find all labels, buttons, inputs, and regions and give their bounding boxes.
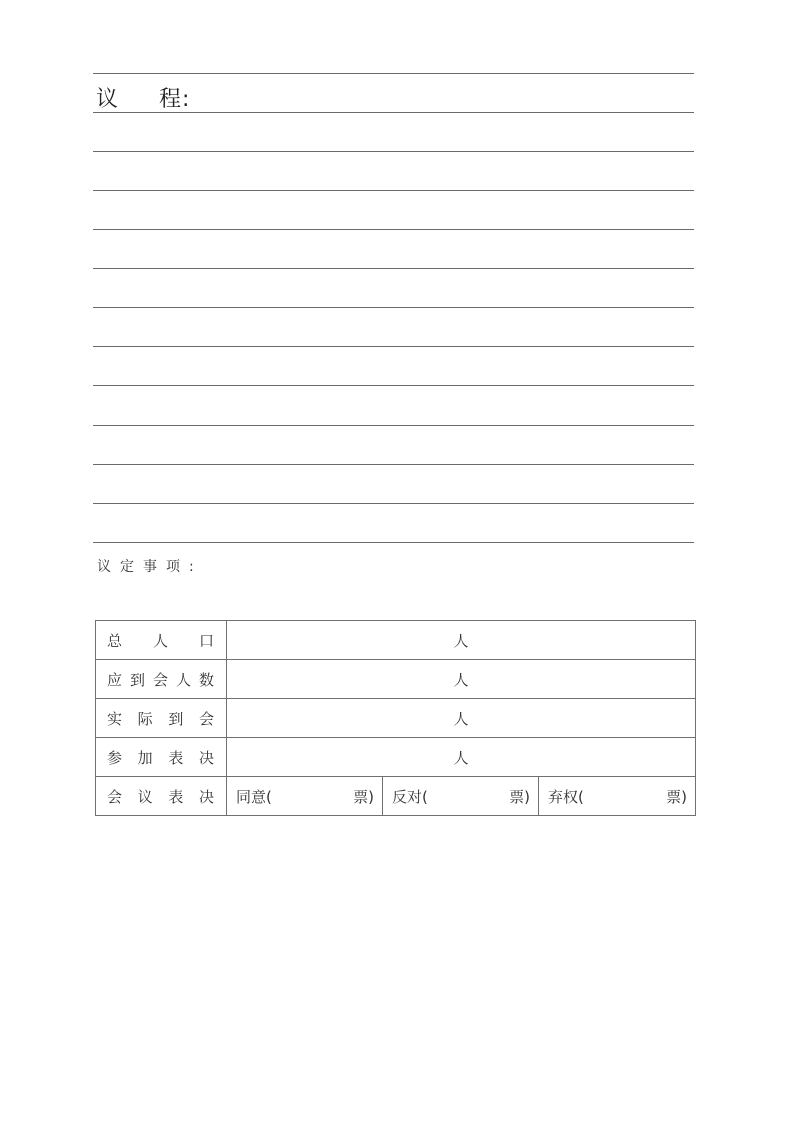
agenda-heading-right: 程: [159,87,191,112]
actual-attendance-value [227,699,696,738]
agenda-line [93,346,694,347]
unit-label: 人 [453,748,469,767]
agenda-line [93,112,694,113]
total-population-value [227,621,696,660]
agree-label: 同意( [236,787,272,806]
meeting-vote-label: 会议表决 [96,777,227,816]
voting-participants-value [227,738,696,777]
agenda-line [93,542,694,543]
agenda-line [93,73,694,74]
unit-label: 人 [453,709,469,728]
abstain-label: 弃权( [548,787,584,806]
against-label: 反对( [392,787,428,806]
votes-suffix: 票) [666,787,688,806]
expected-attendance-value [227,660,696,699]
abstain-votes-cell [539,777,696,816]
table-row [96,777,696,816]
agenda-line [93,268,694,269]
expected-attendance-label: 应到会人数 [96,660,227,699]
agenda-line [93,307,694,308]
agenda-line [93,425,694,426]
table-row [96,738,696,777]
agenda-heading-left: 议 [96,87,120,112]
agenda-line [93,229,694,230]
agenda-line [93,503,694,504]
agree-votes-cell [227,777,383,816]
table-row [96,621,696,660]
table-row [96,699,696,738]
resolution-label: 议定事项: [97,559,203,575]
agenda-line [93,385,694,386]
agenda-line [93,464,694,465]
actual-attendance-label: 实际到会 [96,699,227,738]
total-population-label: 总人口 [96,621,227,660]
unit-label: 人 [453,631,469,650]
agenda-line [93,151,694,152]
agenda-heading [96,82,190,113]
unit-label: 人 [453,670,469,689]
against-votes-cell [383,777,539,816]
voting-participants-label: 参加表决 [96,738,227,777]
votes-suffix: 票) [509,787,530,806]
agenda-line [93,190,694,191]
table-row [96,660,696,699]
attendance-table [95,620,696,816]
votes-suffix: 票) [353,787,374,806]
